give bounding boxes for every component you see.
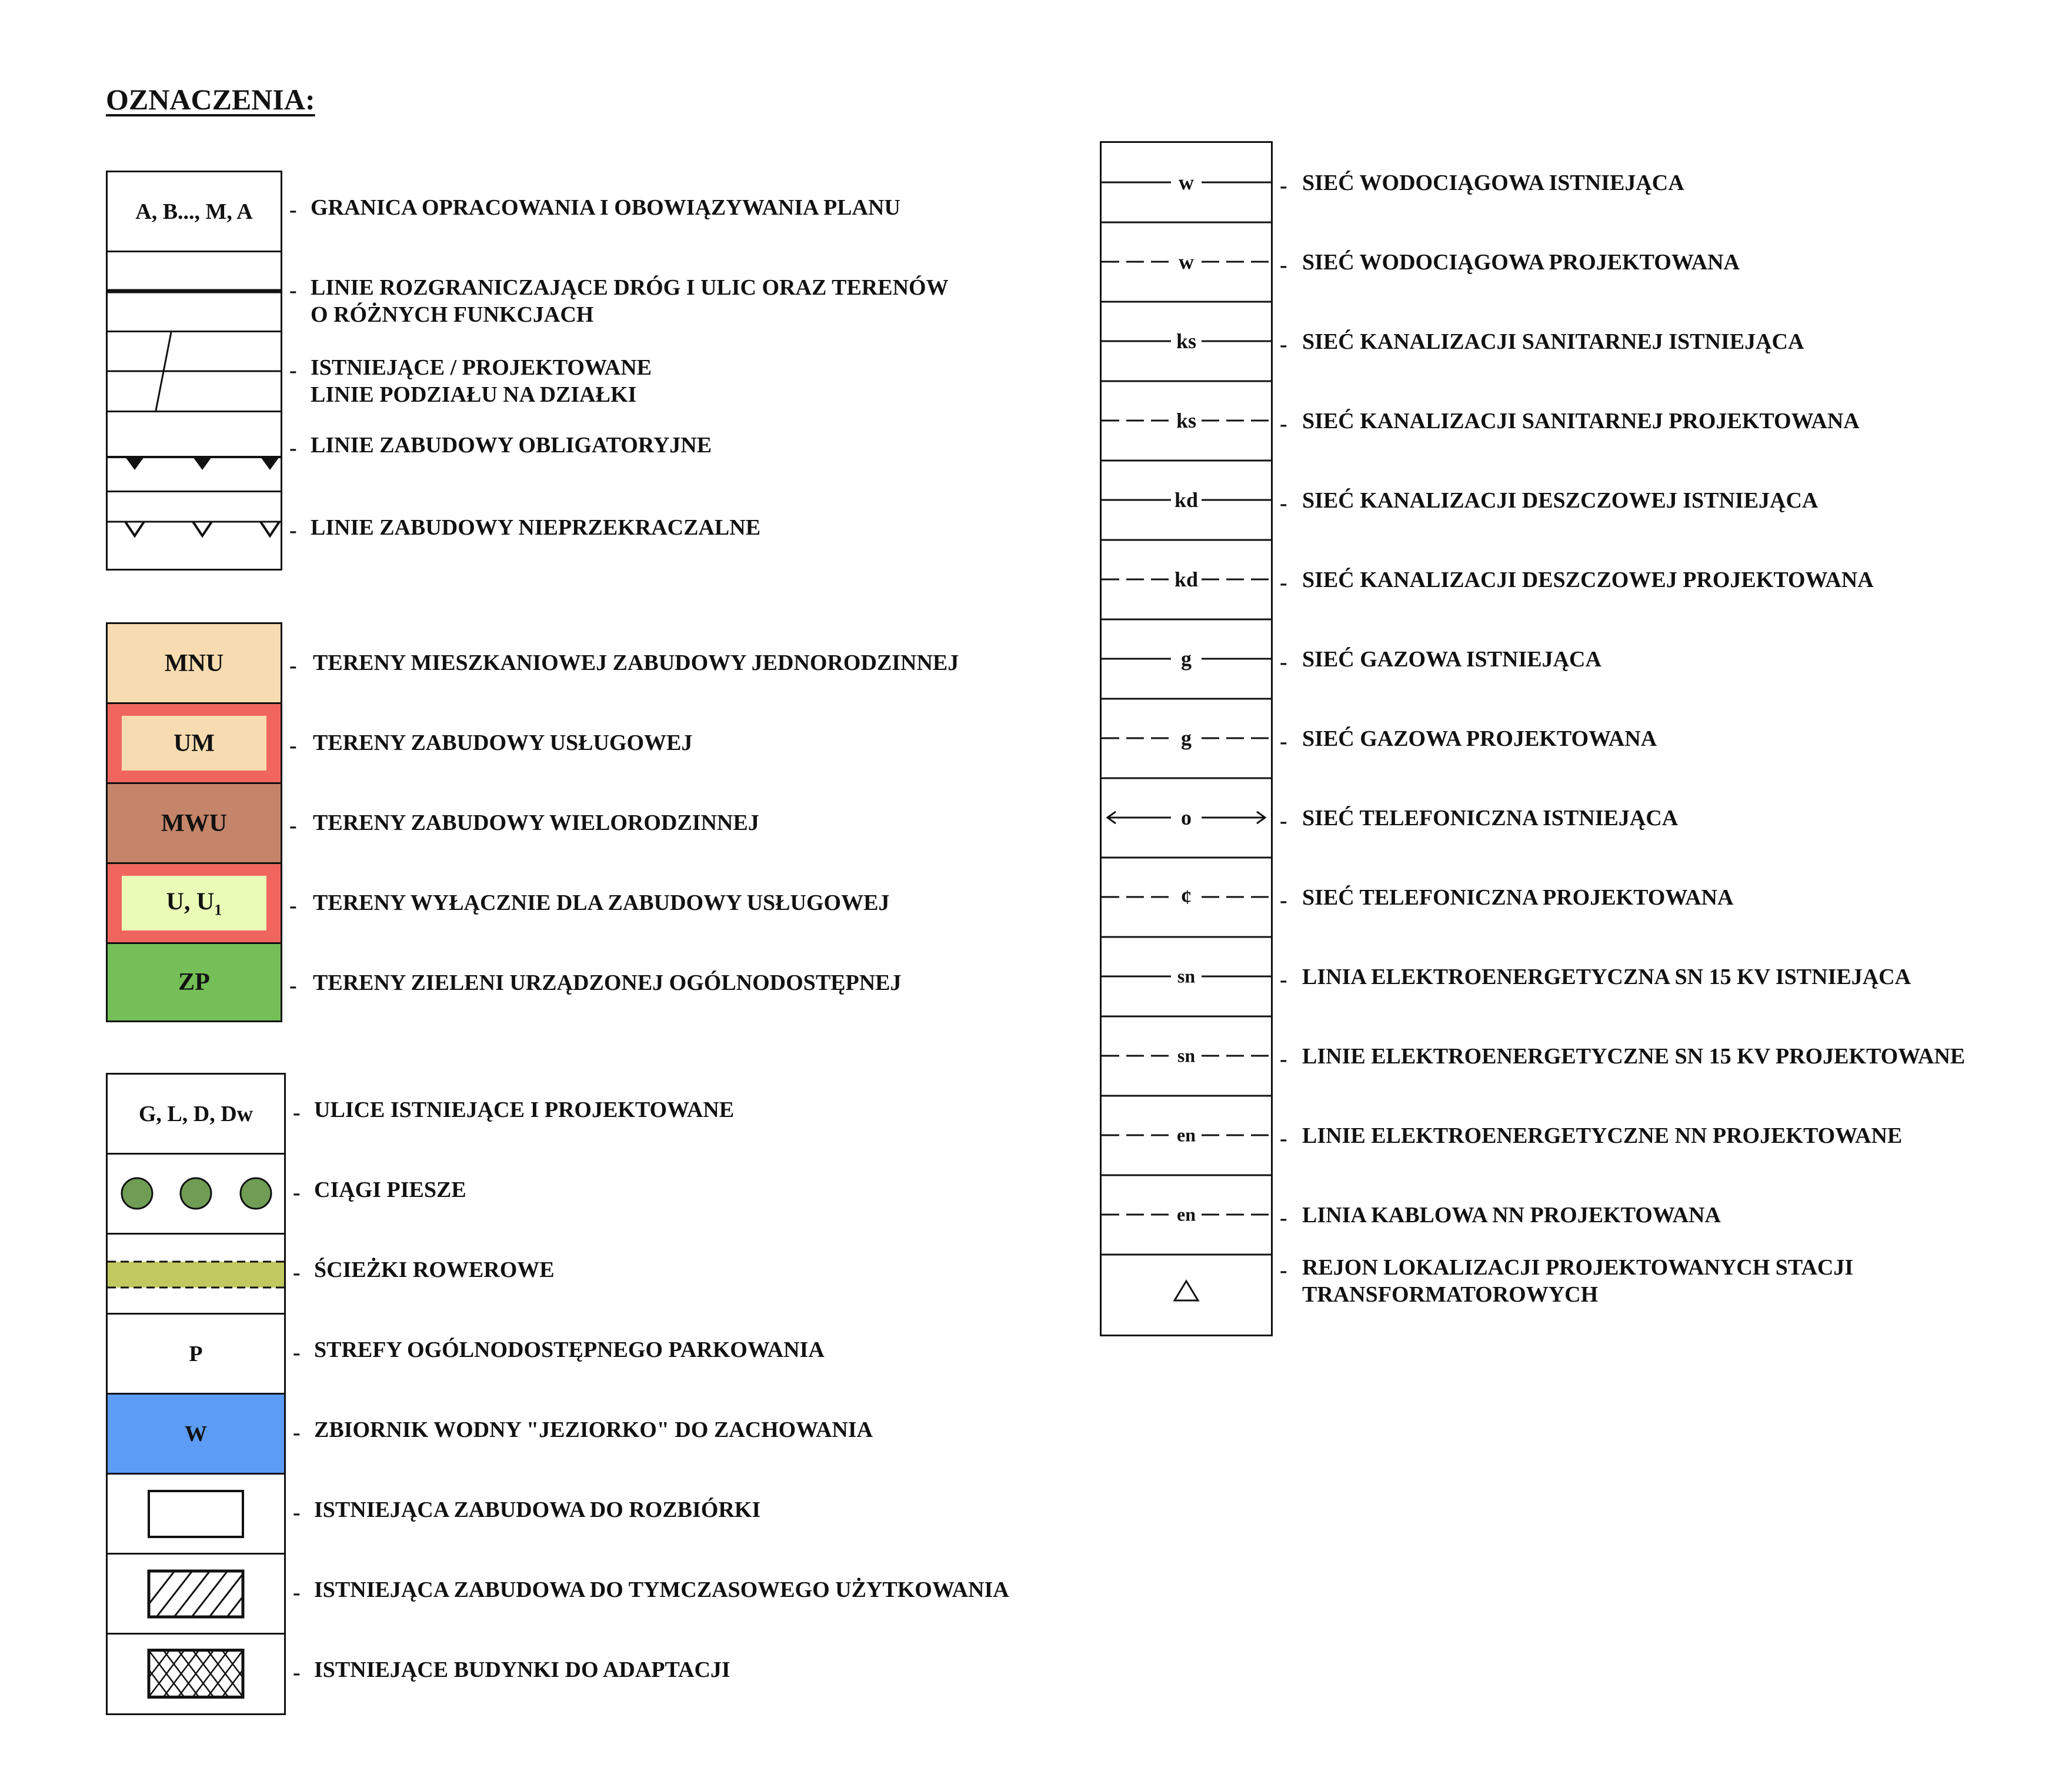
dash: -	[1280, 332, 1287, 357]
legend-desc-line2: LINIE PODZIAŁU NA DZIAŁKI	[311, 382, 637, 407]
dash: -	[1280, 1206, 1287, 1230]
legend-desc: SIEĆ TELEFONICZNA PROJEKTOWANA	[1302, 885, 1734, 910]
legend-desc: LINIE ELEKTROENERGETYCZNE SN 15 KV PROJEKTOWANE	[1302, 1044, 1966, 1069]
dash: -	[293, 1340, 301, 1365]
dash: -	[289, 518, 297, 543]
dash: -	[289, 733, 297, 758]
symbol-label: P	[189, 1341, 203, 1366]
legend-desc: ŚCIEŻKI ROWEROWE	[314, 1258, 555, 1282]
utility-symbol: en	[1177, 1203, 1196, 1225]
dash: -	[1280, 968, 1287, 992]
adaptation-building-icon	[108, 1635, 284, 1713]
legend-desc: LINIA KABLOWA NN PROJEKTOWANA	[1302, 1203, 1721, 1228]
symbol-main: U, U	[166, 888, 215, 915]
legend-cell	[108, 1075, 284, 1155]
utility-symbol: w	[1179, 250, 1194, 274]
dash: -	[1280, 1047, 1287, 1072]
legend-desc: TERENY ZABUDOWY WIELORODZINNEJ	[313, 811, 759, 835]
legend-box-boundaries	[106, 171, 282, 571]
dash: -	[1280, 1126, 1287, 1151]
legend-desc: SIEĆ KANALIZACJI SANITARNEJ ISTNIEJĄCA	[1302, 329, 1804, 354]
legend-cell-mwu	[108, 784, 281, 864]
dash: -	[1280, 491, 1287, 516]
legend-cell	[108, 1555, 284, 1635]
legend-cell	[108, 1235, 284, 1315]
legend-desc: ISTNIEJĄCA ZABUDOWA DO TYMCZASOWEGO UŻYTKOWANIA	[314, 1577, 1009, 1602]
symbol-label: G, L, D, Dw	[138, 1101, 253, 1126]
symbol-label: MNU	[164, 649, 224, 677]
legend-cell	[108, 1635, 284, 1713]
legend-cell	[108, 172, 281, 252]
bike-path-icon	[108, 1235, 284, 1313]
dash: -	[289, 436, 297, 461]
temporary-use-building-icon	[108, 1555, 284, 1633]
obligatory-building-line-icon	[108, 412, 281, 491]
legend-desc: SIEĆ GAZOWA PROJEKTOWANA	[1302, 726, 1657, 751]
utility-symbol: kd	[1174, 568, 1199, 591]
legend-desc: STREFY OGÓLNODOSTĘPNEGO PARKOWANIA	[314, 1338, 825, 1362]
dash: -	[293, 1580, 301, 1605]
dash: -	[1280, 253, 1287, 278]
dash: -	[1280, 1258, 1287, 1283]
utility-symbol: kd	[1174, 488, 1199, 512]
legend-desc: ISTNIEJĄCE BUDYNKI DO ADAPTACJI	[314, 1657, 730, 1682]
dash: -	[289, 653, 297, 678]
symbol-subscript: 1	[214, 901, 222, 919]
dash: -	[293, 1100, 301, 1125]
dash: -	[1280, 888, 1287, 913]
legend-desc: LINIE ZABUDOWY NIEPRZEKRACZALNE	[311, 515, 761, 540]
legend-desc: LINIE ELEKTROENERGETYCZNE NN PROJEKTOWANE	[1302, 1123, 1903, 1148]
legend-box-utilities	[1100, 141, 1273, 1336]
legend-desc: LINIE ZABUDOWY OBLIGATORYJNE	[311, 433, 712, 458]
legend-cell	[108, 332, 281, 412]
dash: -	[289, 893, 297, 918]
thick-line-icon	[108, 252, 281, 331]
legend-desc: REJON LOKALIZACJI PROJEKTOWANYCH STACJI	[1302, 1255, 1854, 1280]
um-inner	[122, 716, 266, 771]
utility-symbol: g	[1181, 647, 1192, 671]
legend-desc: SIEĆ KANALIZACJI DESZCZOWEJ ISTNIEJĄCA	[1302, 488, 1819, 513]
legend-cell	[108, 492, 281, 569]
legend-desc: ZBIORNIK WODNY "JEZIORKO" DO ZACHOWANIA	[314, 1418, 873, 1442]
dash: -	[1280, 729, 1287, 754]
page-title: OZNACZENIA:	[106, 83, 315, 116]
dash: -	[293, 1420, 301, 1445]
utility-symbol: ks	[1176, 409, 1197, 432]
dash: -	[293, 1260, 301, 1285]
legend-box-streets	[106, 1073, 286, 1715]
legend-desc: SIEĆ WODOCIĄGOWA ISTNIEJĄCA	[1302, 171, 1684, 195]
dash: -	[293, 1500, 301, 1525]
symbol-label	[122, 888, 266, 919]
legend-cell	[108, 412, 281, 492]
legend-desc: TERENY WYŁĄCZNIE DLA ZABUDOWY USŁUGOWEJ	[313, 890, 890, 915]
legend-cell	[108, 1315, 284, 1395]
demolition-building-icon	[108, 1475, 284, 1553]
utility-symbol: w	[1179, 171, 1194, 194]
utility-symbol: en	[1177, 1124, 1196, 1146]
symbol-label: W	[185, 1421, 207, 1446]
legend-cell	[108, 252, 281, 332]
legend-desc: ISTNIEJĄCE / PROJEKTOWANE	[311, 355, 652, 380]
legend-desc: LINIA ELEKTROENERGETYCZNA SN 15 KV ISTNIEJĄCA	[1302, 965, 1911, 989]
legend-cell-u	[108, 864, 281, 944]
symbol-label: UM	[173, 729, 215, 757]
legend-desc: ISTNIEJĄCA ZABUDOWA DO ROZBIÓRKI	[314, 1497, 761, 1522]
dash: -	[1280, 174, 1287, 198]
dash: -	[1280, 809, 1287, 833]
dash: -	[289, 198, 297, 222]
nonexceedable-building-line-icon	[108, 492, 281, 569]
legend-desc: SIEĆ KANALIZACJI DESZCZOWEJ PROJEKTOWANA	[1302, 568, 1874, 592]
utility-symbol: ks	[1176, 329, 1197, 353]
utility-symbol: sn	[1177, 965, 1196, 987]
utility-symbol: o	[1181, 806, 1192, 829]
legend-cell-mnu	[108, 624, 281, 704]
symbol-label: A, B..., M, A	[135, 199, 253, 224]
dash: -	[289, 973, 297, 998]
pedestrian-path-icon	[108, 1155, 284, 1233]
utility-symbol: ¢	[1181, 885, 1192, 909]
dash: -	[289, 813, 297, 838]
legend-desc: SIEĆ GAZOWA ISTNIEJĄCA	[1302, 647, 1601, 672]
legend-desc: SIEĆ TELEFONICZNA ISTNIEJĄCA	[1302, 806, 1679, 831]
legend-desc: TERENY ZIELENI URZĄDZONEJ OGÓLNODOSTĘPNEJ	[313, 970, 902, 995]
legend-desc-line2: O RÓŻNYCH FUNKCJACH	[311, 302, 594, 327]
dash: -	[1280, 571, 1287, 595]
utility-symbol: g	[1181, 726, 1192, 750]
legend-desc: TERENY ZABUDOWY USŁUGOWEJ	[313, 731, 693, 755]
legend-box-zoning	[106, 622, 282, 1022]
legend-cell-um	[108, 704, 281, 784]
dash: -	[1280, 650, 1287, 675]
parcel-line-icon	[108, 332, 281, 411]
legend-desc-line2: TRANSFORMATOROWYCH	[1302, 1282, 1599, 1307]
u-inner	[122, 876, 266, 930]
dash: -	[293, 1660, 301, 1685]
legend-cell	[108, 1155, 284, 1235]
dash: -	[293, 1180, 301, 1205]
symbol-label: ZP	[178, 969, 210, 996]
dash: -	[1280, 412, 1287, 436]
legend-desc: TERENY MIESZKANIOWEJ ZABUDOWY JEDNORODZINNEJ	[313, 651, 959, 675]
legend-desc: SIEĆ WODOCIĄGOWA PROJEKTOWANA	[1302, 250, 1740, 275]
symbol-label: MWU	[161, 809, 227, 837]
legend-desc: ULICE ISTNIEJĄCE I PROJEKTOWANE	[314, 1098, 735, 1122]
legend-cell	[108, 1475, 284, 1555]
dash: -	[289, 358, 297, 383]
legend-desc: SIEĆ KANALIZACJI SANITARNEJ PROJEKTOWANA	[1302, 409, 1860, 433]
dash: -	[289, 278, 297, 303]
legend-desc: CIĄGI PIESZE	[314, 1178, 466, 1202]
legend-desc: LINIE ROZGRANICZAJĄCE DRÓG I ULIC ORAZ TERENÓW	[311, 275, 949, 300]
legend-cell-zp	[108, 944, 281, 1020]
utility-symbol: sn	[1177, 1045, 1196, 1066]
legend-desc: GRANICA OPRACOWANIA I OBOWIĄZYWANIA PLANU	[311, 195, 900, 220]
legend-cell-water	[108, 1395, 284, 1475]
